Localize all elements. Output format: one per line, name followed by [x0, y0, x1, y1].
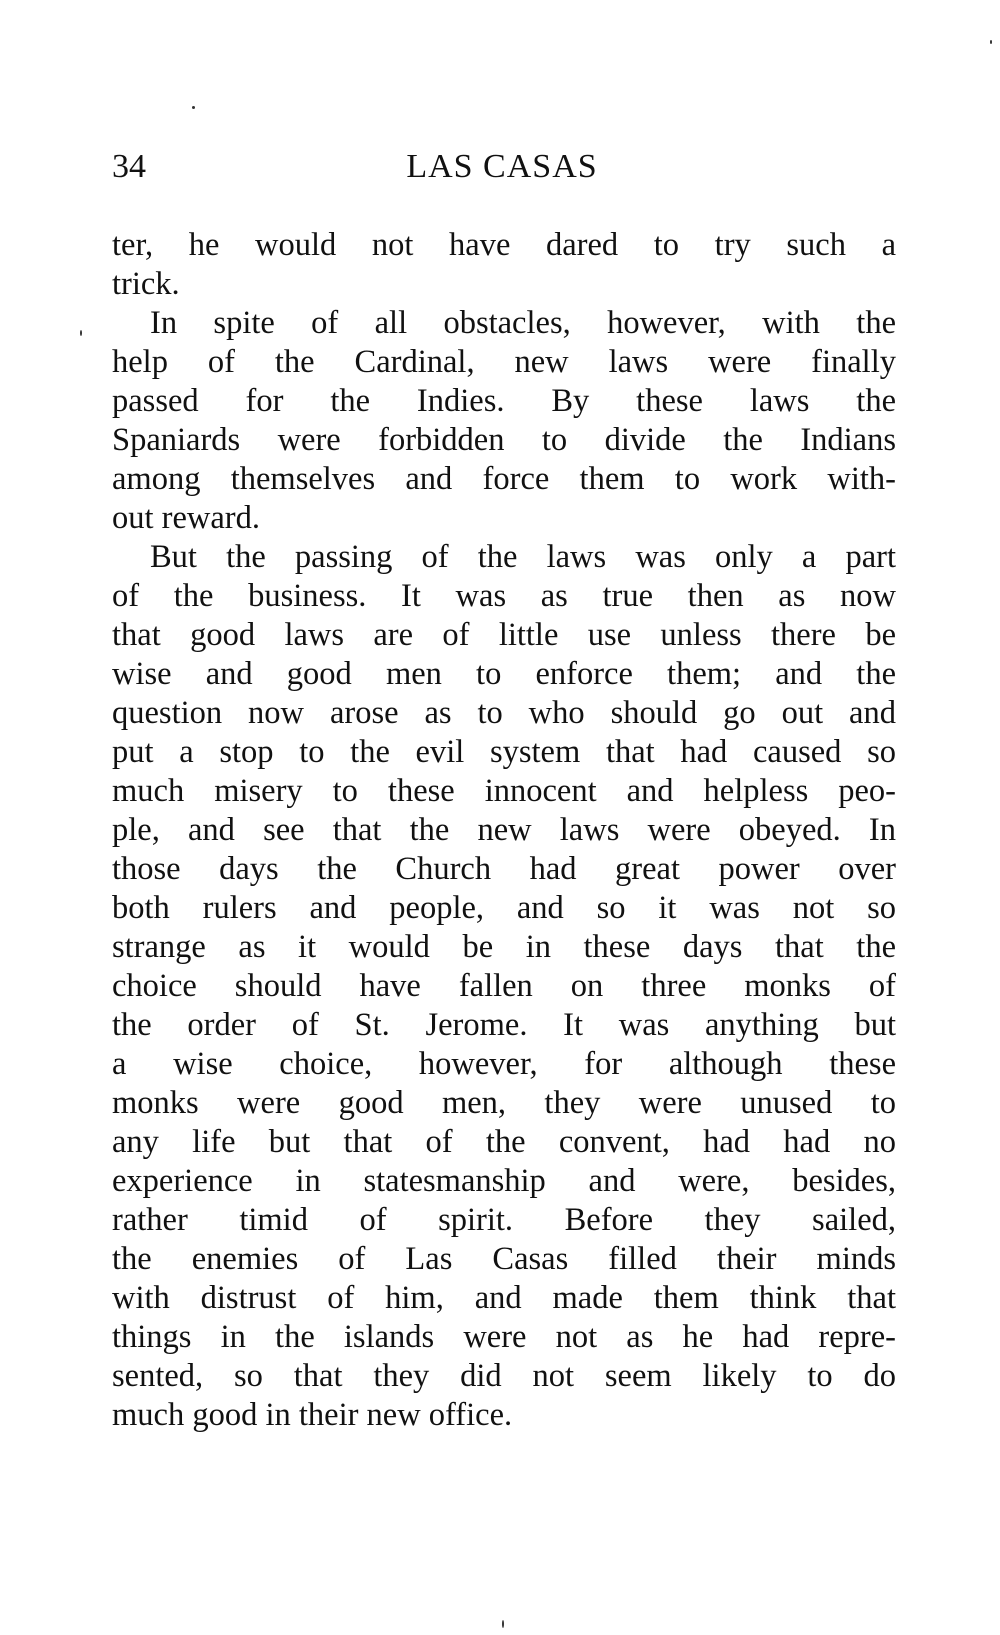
text-line: help of the Cardinal, new laws were finally	[112, 344, 896, 380]
text-line: In spite of all obstacles, however, with the	[150, 305, 896, 341]
text-line: any life but that of the convent, had had no	[112, 1124, 896, 1160]
text-line: wise and good men to enforce them; and the	[112, 656, 896, 692]
text-line: Spaniards were forbidden to divide the Indians	[112, 422, 896, 458]
text-line: those days the Church had great power over	[112, 851, 896, 887]
text-line: strange as it would be in these days that the	[112, 929, 896, 965]
text-line: question now arose as to who should go out and	[112, 695, 896, 731]
page-number: 34	[112, 148, 146, 185]
page-header	[112, 143, 892, 191]
scan-speck	[80, 330, 82, 336]
text-line: passed for the Indies. By these laws the	[112, 383, 896, 419]
text-line: the order of St. Jerome. It was anything but	[112, 1007, 896, 1043]
scan-speck	[502, 1620, 504, 1628]
text-line: of the business. It was as true then as now	[112, 578, 896, 614]
text-line: much misery to these innocent and helpless peo-	[112, 773, 896, 809]
scan-speck	[192, 106, 195, 109]
text-line: ter, he would not have dared to try such a	[112, 227, 896, 263]
text-line: sented, so that they did not seem likely to do	[112, 1358, 896, 1394]
scan-speck	[990, 40, 992, 44]
text-line: the enemies of Las Casas filled their minds	[112, 1241, 896, 1277]
text-line: among themselves and force them to work with-	[112, 461, 896, 497]
text-line: out reward.	[112, 500, 260, 536]
text-line: experience in statesmanship and were, besides,	[112, 1163, 896, 1199]
text-line: a wise choice, however, for although these	[112, 1046, 896, 1082]
body-text	[112, 226, 896, 1435]
text-line: trick.	[112, 266, 180, 302]
text-line: with distrust of him, and made them think that	[112, 1280, 896, 1316]
text-line: But the passing of the laws was only a part	[150, 539, 896, 575]
text-line: choice should have fallen on three monks of	[112, 968, 896, 1004]
text-line: both rulers and people, and so it was not so	[112, 890, 896, 926]
running-head: LAS CASAS	[406, 148, 598, 185]
text-line: much good in their new office.	[112, 1397, 513, 1433]
text-line: rather timid of spirit. Before they sailed,	[112, 1202, 896, 1238]
text-line: ple, and see that the new laws were obeyed. In	[112, 812, 896, 848]
text-line: things in the islands were not as he had repre-	[112, 1319, 896, 1355]
text-line: monks were good men, they were unused to	[112, 1085, 896, 1121]
text-line: that good laws are of little use unless there be	[112, 617, 896, 653]
text-line: put a stop to the evil system that had caused so	[112, 734, 896, 770]
